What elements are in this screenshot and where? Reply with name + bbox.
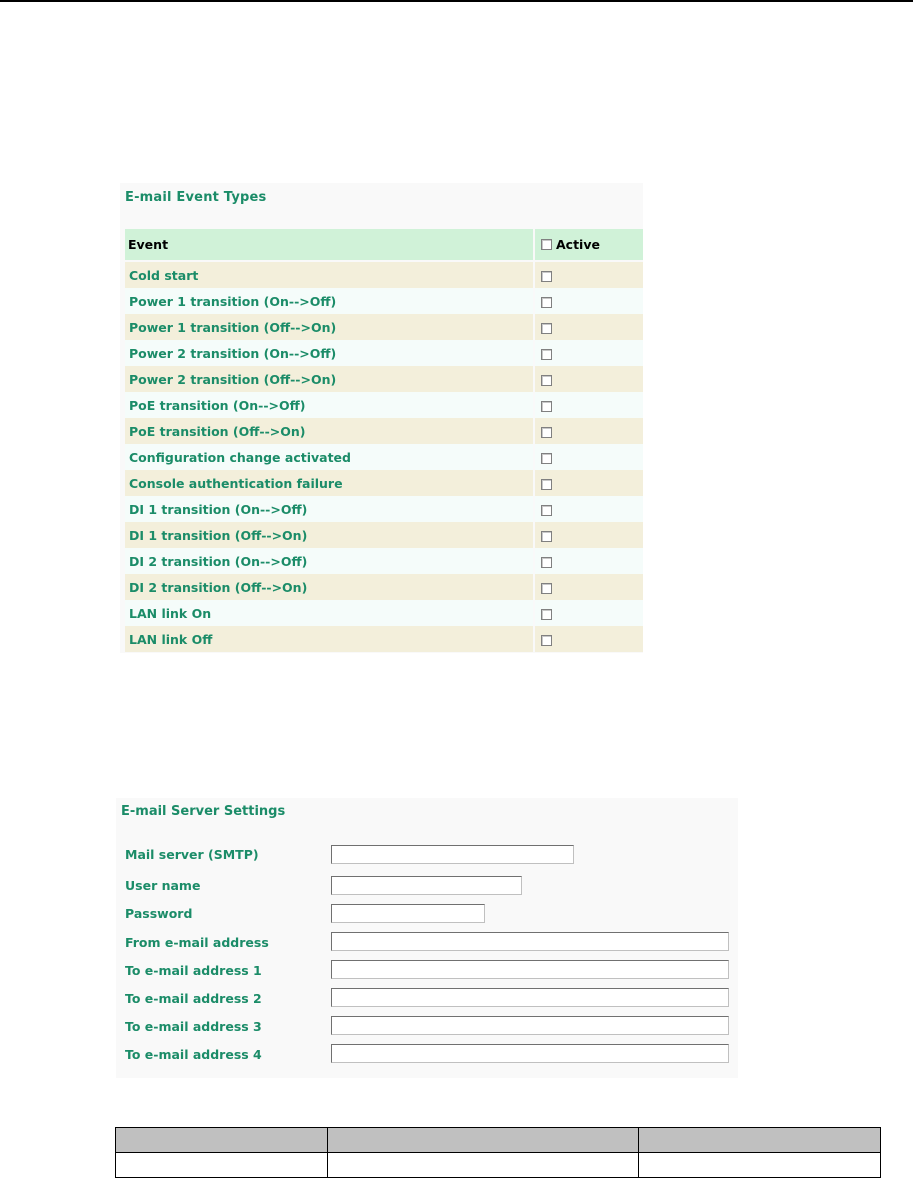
document-table-header-cell: [116, 1128, 328, 1153]
event-active-checkbox[interactable]: [541, 635, 552, 646]
active-header-label: Active: [556, 237, 600, 252]
event-label: Power 1 transition (On-->Off): [125, 288, 533, 314]
event-row: [125, 470, 643, 496]
event-row: [125, 366, 643, 392]
event-label: Power 2 transition (On-->Off): [125, 340, 533, 366]
document-table-cell: [116, 1153, 328, 1178]
from-email-label: From e-mail address: [125, 935, 269, 950]
document-table: [115, 1127, 881, 1178]
event-active-checkbox[interactable]: [541, 323, 552, 334]
event-label: Console authentication failure: [125, 470, 533, 496]
active-column-header: [533, 229, 643, 262]
page-top-rule: [0, 0, 913, 2]
event-label: Power 1 transition (Off-->On): [125, 314, 533, 340]
event-column-header: Event: [125, 229, 533, 262]
event-row: [125, 392, 643, 418]
user-name-input[interactable]: [331, 876, 522, 895]
event-active-checkbox[interactable]: [541, 297, 552, 308]
to-email-4-label: To e-mail address 4: [125, 1047, 262, 1062]
event-row: [125, 288, 643, 314]
to-email-1-label: To e-mail address 1: [125, 963, 262, 978]
to-email-2-input[interactable]: [331, 988, 729, 1007]
event-active-checkbox[interactable]: [541, 479, 552, 490]
event-label: Cold start: [125, 262, 533, 288]
event-active-checkbox[interactable]: [541, 505, 552, 516]
event-row: [125, 496, 643, 522]
to-email-3-input[interactable]: [331, 1016, 729, 1035]
to-email-2-label: To e-mail address 2: [125, 991, 262, 1006]
event-row: [125, 574, 643, 600]
event-row: [125, 548, 643, 574]
event-active-checkbox[interactable]: [541, 557, 552, 568]
event-row: [125, 340, 643, 366]
to-email-4-input[interactable]: [331, 1044, 729, 1063]
event-types-table: [125, 229, 643, 652]
event-row: [125, 600, 643, 626]
event-active-checkbox[interactable]: [541, 583, 552, 594]
event-active-checkbox[interactable]: [541, 609, 552, 620]
event-label: PoE transition (Off-->On): [125, 418, 533, 444]
active-all-checkbox[interactable]: [541, 239, 552, 250]
email-event-types-panel: [120, 183, 643, 653]
email-server-settings-panel: [116, 798, 738, 1078]
event-label: LAN link Off: [125, 626, 533, 652]
document-table-header-row: [116, 1128, 881, 1153]
from-email-input[interactable]: [331, 932, 729, 951]
event-label: DI 1 transition (Off-->On): [125, 522, 533, 548]
event-label: PoE transition (On-->Off): [125, 392, 533, 418]
event-row: [125, 418, 643, 444]
event-row: [125, 262, 643, 288]
document-table-cell: [328, 1153, 639, 1178]
document-table-header-cell: [639, 1128, 881, 1153]
event-types-title: E-mail Event Types: [125, 190, 267, 205]
event-active-checkbox[interactable]: [541, 427, 552, 438]
event-label: Power 2 transition (Off-->On): [125, 366, 533, 392]
event-active-checkbox[interactable]: [541, 349, 552, 360]
event-row: [125, 444, 643, 470]
event-active-checkbox[interactable]: [541, 401, 552, 412]
event-active-checkbox[interactable]: [541, 375, 552, 386]
event-label: LAN link On: [125, 600, 533, 626]
event-row: [125, 626, 643, 652]
to-email-1-input[interactable]: [331, 960, 729, 979]
document-table-header-cell: [328, 1128, 639, 1153]
server-settings-title: E-mail Server Settings: [121, 804, 286, 819]
event-label: DI 2 transition (Off-->On): [125, 574, 533, 600]
event-row: [125, 522, 643, 548]
event-label: DI 1 transition (On-->Off): [125, 496, 533, 522]
document-table-cell: [639, 1153, 881, 1178]
event-label: DI 2 transition (On-->Off): [125, 548, 533, 574]
mail-server-input[interactable]: [331, 845, 574, 864]
document-table-row: [116, 1153, 881, 1178]
user-name-label: User name: [125, 878, 201, 893]
event-label: Configuration change activated: [125, 444, 533, 470]
to-email-3-label: To e-mail address 3: [125, 1019, 262, 1034]
password-input[interactable]: [331, 904, 485, 923]
event-active-checkbox[interactable]: [541, 453, 552, 464]
event-active-checkbox[interactable]: [541, 531, 552, 542]
event-types-header-row: [125, 229, 643, 262]
password-label: Password: [125, 906, 193, 921]
event-row: [125, 314, 643, 340]
mail-server-label: Mail server (SMTP): [125, 847, 259, 862]
event-active-checkbox[interactable]: [541, 271, 552, 282]
